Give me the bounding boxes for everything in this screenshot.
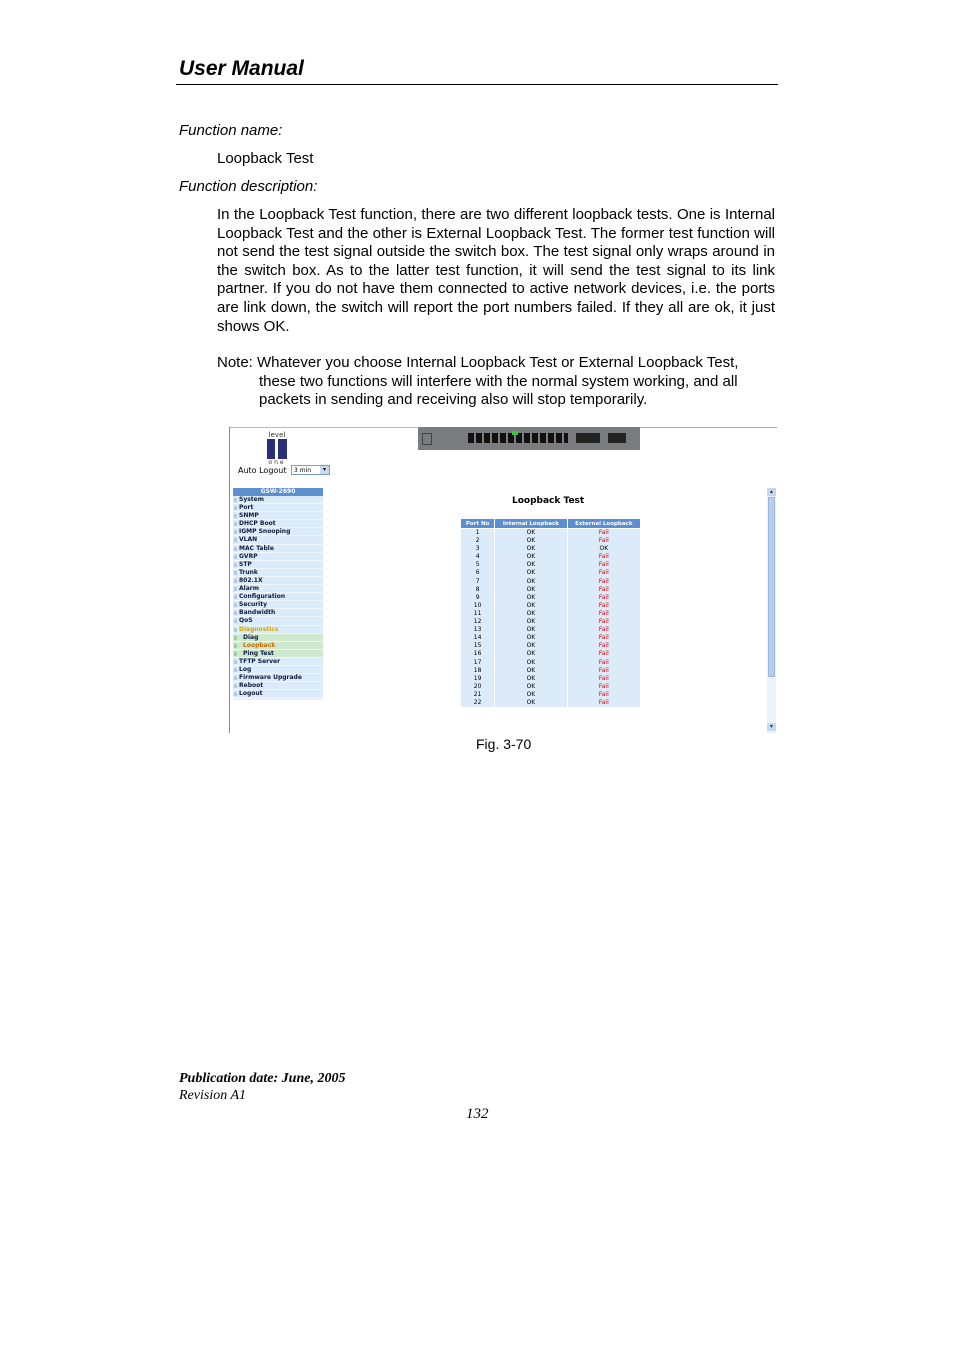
internal-result-cell: OK (495, 569, 567, 577)
sidebar-item-system[interactable]: System (233, 496, 323, 504)
auto-logout-select[interactable] (291, 465, 330, 475)
sidebar-item-firmware-upgrade[interactable]: Firmware Upgrade (233, 674, 323, 682)
table-row (461, 683, 641, 691)
chevron-down-icon: ▾ (320, 466, 329, 474)
port-number-cell: 5 (461, 561, 495, 569)
note-line-2: these two functions will interfere with the normal system working, and all (259, 372, 738, 390)
sidebar-menu (233, 488, 323, 700)
internal-result-cell: OK (495, 545, 567, 553)
sidebar-item-snmp[interactable]: SNMP (233, 512, 323, 520)
switch-front-panel-image (418, 427, 640, 450)
external-result-cell: Fail (567, 667, 640, 675)
logo-mark-icon (267, 439, 287, 459)
port-number-cell: 8 (461, 586, 495, 594)
external-result-cell: OK (567, 545, 640, 553)
external-result-cell: Fail (567, 553, 640, 561)
table-row (461, 578, 641, 586)
external-result-cell: Fail (567, 634, 640, 642)
revision: Revision A1 (179, 1088, 247, 1103)
port-number-cell: 6 (461, 569, 495, 577)
sidebar-item-stp[interactable]: STP (233, 561, 323, 569)
pane-title: Loopback Test (512, 496, 585, 506)
external-result-cell: Fail (567, 561, 640, 569)
auto-logout-label: Auto Logout (238, 466, 287, 475)
internal-result-cell: OK (495, 561, 567, 569)
internal-result-cell: OK (495, 537, 567, 545)
table-row (461, 561, 641, 569)
table-row (461, 602, 641, 610)
port-number-cell: 18 (461, 667, 495, 675)
sidebar-item-tftp-server[interactable]: TFTP Server (233, 658, 323, 666)
column-header-port: Port No (461, 519, 495, 529)
sidebar-item-port[interactable]: Port (233, 504, 323, 512)
internal-result-cell: OK (495, 683, 567, 691)
auto-logout-value: 3 min (294, 467, 312, 474)
logo-text-bottom: one (268, 459, 286, 466)
port-number-cell: 21 (461, 691, 495, 699)
table-row (461, 650, 641, 658)
port-number-cell: 4 (461, 553, 495, 561)
internal-result-cell: OK (495, 659, 567, 667)
sidebar-item-log[interactable]: Log (233, 666, 323, 674)
sidebar-item-vlan[interactable]: VLAN (233, 536, 323, 544)
sidebar-item-diagnostics[interactable]: Diagnostics (233, 626, 323, 634)
port-number-cell: 14 (461, 634, 495, 642)
sidebar-item-trunk[interactable]: Trunk (233, 569, 323, 577)
external-result-cell: Fail (567, 642, 640, 650)
function-description: In the Loopback Test function, there are two different loopback tests. One is Internal Loopback Test and the other is External Loopback Test. The former test function will not send the test signal outside the switch box. The test signal only wraps around in the switch box. As to the latter test function, it will send the test signal to its link partner. If you do not have them connected to active network devices, i.e. the ports are link down, the switch will report the port numbers failed. If they all are ok, it just shows OK. (217, 206, 775, 335)
sidebar-subitem-loopback[interactable]: Loopback (233, 642, 323, 650)
scroll-down-icon[interactable]: ▾ (767, 723, 776, 731)
logo-text-top: level (268, 431, 286, 439)
internal-result-cell: OK (495, 634, 567, 642)
port-number-cell: 19 (461, 675, 495, 683)
table-row (461, 626, 641, 634)
page-number: 132 (466, 1106, 489, 1122)
sidebar-item-security[interactable]: Security (233, 601, 323, 609)
sidebar-item-8021x[interactable]: 802.1X (233, 577, 323, 585)
external-result-cell: Fail (567, 618, 640, 626)
internal-result-cell: OK (495, 618, 567, 626)
table-row (461, 594, 641, 602)
port-number-cell: 7 (461, 578, 495, 586)
table-row (461, 634, 641, 642)
port-number-cell: 9 (461, 594, 495, 602)
port-number-cell: 15 (461, 642, 495, 650)
panel-port-icon (422, 433, 432, 445)
column-header-external: External Loopback (567, 519, 640, 529)
sidebar-item-logout[interactable]: Logout (233, 690, 323, 698)
external-result-cell: Fail (567, 594, 640, 602)
sidebar-item-reboot[interactable]: Reboot (233, 682, 323, 690)
column-header-internal: Internal Loopback (495, 519, 567, 529)
external-result-cell: Fail (567, 699, 640, 707)
function-name: Loopback Test (217, 150, 314, 167)
note-line-1: Note: Whatever you choose Internal Loopback Test or External Loopback Test, (217, 354, 739, 371)
port-number-cell: 10 (461, 602, 495, 610)
internal-result-cell: OK (495, 610, 567, 618)
function-name-label: Function name: (179, 122, 283, 139)
note-paragraph (217, 354, 775, 410)
internal-result-cell: OK (495, 626, 567, 634)
external-result-cell: Fail (567, 691, 640, 699)
sidebar-item-dhcp-boot[interactable]: DHCP Boot (233, 520, 323, 528)
vertical-scrollbar[interactable] (767, 488, 776, 733)
sidebar-item-alarm[interactable]: Alarm (233, 585, 323, 593)
internal-result-cell: OK (495, 642, 567, 650)
external-result-cell: Fail (567, 626, 640, 634)
note-line-3: packets in sending and receiving also will stop temporarily. (259, 391, 648, 409)
sidebar-subitem-ping-test[interactable]: Ping Test (233, 650, 323, 658)
external-result-cell: Fail (567, 675, 640, 683)
publication-date: Publication date: June, 2005 (179, 1071, 346, 1086)
table-row (461, 529, 641, 538)
table-row (461, 553, 641, 561)
gigabit-port-icon (576, 433, 600, 443)
scrollbar-thumb[interactable] (768, 497, 775, 677)
external-result-cell: Fail (567, 683, 640, 691)
port-number-cell: 3 (461, 545, 495, 553)
port-number-cell: 13 (461, 626, 495, 634)
internal-result-cell: OK (495, 594, 567, 602)
table-row (461, 537, 641, 545)
menu-header: GSW-2690 (233, 488, 323, 496)
switch-ports-icon (468, 433, 568, 443)
internal-result-cell: OK (495, 675, 567, 683)
internal-result-cell: OK (495, 586, 567, 594)
external-result-cell: Fail (567, 586, 640, 594)
table-row (461, 699, 641, 707)
internal-result-cell: OK (495, 553, 567, 561)
levelone-logo (264, 431, 290, 465)
external-result-cell: Fail (567, 610, 640, 618)
table-row (461, 675, 641, 683)
internal-result-cell: OK (495, 529, 567, 538)
sidebar-item-gvrp[interactable]: GVRP (233, 553, 323, 561)
internal-result-cell: OK (495, 699, 567, 707)
port-led-icon (512, 431, 518, 435)
internal-result-cell: OK (495, 650, 567, 658)
table-row (461, 569, 641, 577)
function-description-label: Function description: (179, 178, 318, 195)
table-row (461, 659, 641, 667)
sidebar-item-qos[interactable]: QoS (233, 617, 323, 625)
port-number-cell: 12 (461, 618, 495, 626)
external-result-cell: Fail (567, 650, 640, 658)
scroll-up-icon[interactable]: ▴ (767, 488, 776, 496)
external-result-cell: Fail (567, 537, 640, 545)
header-rule (176, 84, 778, 85)
frame-divider (642, 427, 777, 428)
table-row (461, 586, 641, 594)
port-number-cell: 11 (461, 610, 495, 618)
external-result-cell: Fail (567, 602, 640, 610)
internal-result-cell: OK (495, 602, 567, 610)
loopback-screenshot (229, 427, 777, 733)
port-number-cell: 20 (461, 683, 495, 691)
port-number-cell: 2 (461, 537, 495, 545)
table-row (461, 667, 641, 675)
external-result-cell: Fail (567, 569, 640, 577)
sidebar-item-mac-table[interactable]: MAC Table (233, 545, 323, 553)
gigabit-port-icon (608, 433, 626, 443)
internal-result-cell: OK (495, 691, 567, 699)
document-header-title: User Manual (179, 57, 304, 80)
sidebar-subitem-diag[interactable]: Diag (233, 634, 323, 642)
loopback-results-table (460, 518, 641, 707)
port-number-cell: 16 (461, 650, 495, 658)
external-result-cell: Fail (567, 529, 640, 538)
table-row (461, 610, 641, 618)
table-row (461, 691, 641, 699)
table-row (461, 545, 641, 553)
figure-caption: Fig. 3-70 (476, 736, 532, 752)
port-number-cell: 1 (461, 529, 495, 538)
port-number-cell: 22 (461, 699, 495, 707)
sidebar-item-configuration[interactable]: Configuration (233, 593, 323, 601)
port-number-cell: 17 (461, 659, 495, 667)
external-result-cell: Fail (567, 578, 640, 586)
internal-result-cell: OK (495, 667, 567, 675)
table-row (461, 618, 641, 626)
internal-result-cell: OK (495, 578, 567, 586)
sidebar-item-bandwidth[interactable]: Bandwidth (233, 609, 323, 617)
table-row (461, 642, 641, 650)
external-result-cell: Fail (567, 659, 640, 667)
sidebar-item-igmp-snooping[interactable]: IGMP Snooping (233, 528, 323, 536)
